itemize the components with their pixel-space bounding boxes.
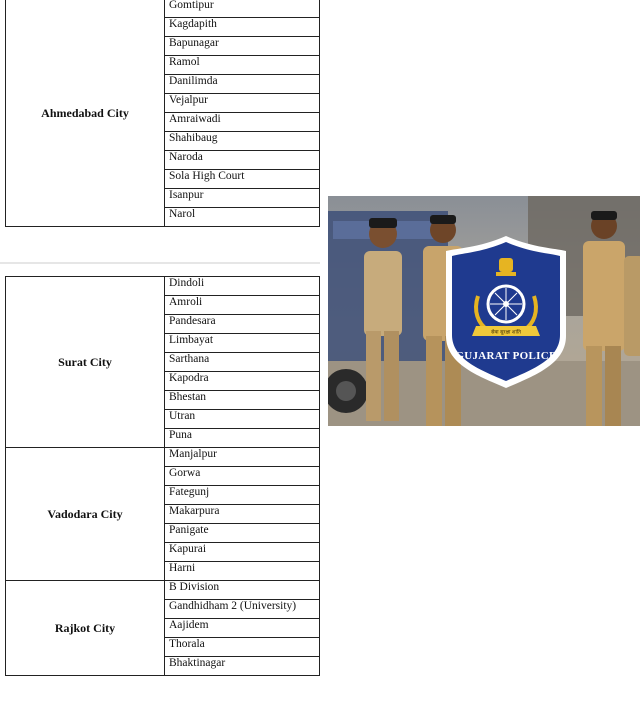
gujarat-police-photo [328, 196, 640, 426]
police-station-name: Pandesara [165, 315, 320, 334]
table-row [6, 581, 320, 600]
police-station-name: Naroda [165, 151, 320, 170]
police-station-name: Makarpura [165, 505, 320, 524]
police-station-name: Gomtipur [165, 0, 320, 18]
police-station-name: B Division [165, 581, 320, 600]
police-station-table-ahmedabad [5, 0, 320, 227]
police-station-name: Shahibaug [165, 132, 320, 151]
police-station-name: Amraiwadi [165, 113, 320, 132]
police-station-name: Kapodra [165, 372, 320, 391]
badge-motto: सेवा सुरक्षा शांति [491, 329, 521, 336]
police-station-name: Fategunj [165, 486, 320, 505]
police-station-name: Gorwa [165, 467, 320, 486]
police-station-name: Dindoli [165, 277, 320, 296]
police-station-name: Thorala [165, 638, 320, 657]
police-station-name: Isanpur [165, 189, 320, 208]
police-station-name: Panigate [165, 524, 320, 543]
police-station-name: Sarthana [165, 353, 320, 372]
police-station-name: Manjalpur [165, 448, 320, 467]
city-name: Vadodara City [6, 448, 165, 581]
police-station-name: Limbayat [165, 334, 320, 353]
police-station-name: Bapunagar [165, 37, 320, 56]
police-station-name: Ramol [165, 56, 320, 75]
police-station-name: Bhaktinagar [165, 657, 320, 676]
police-station-name: Danilimda [165, 75, 320, 94]
police-station-name: Sola High Court [165, 170, 320, 189]
table-row [6, 0, 320, 18]
police-station-name: Gandhidham 2 (University) [165, 600, 320, 619]
city-name: Rajkot City [6, 581, 165, 676]
section-divider [0, 262, 320, 264]
police-station-name: Utran [165, 410, 320, 429]
police-station-name: Puna [165, 429, 320, 448]
police-station-name: Narol [165, 208, 320, 227]
police-station-name: Bhestan [165, 391, 320, 410]
badge-title: GUJARAT POLICE [455, 350, 557, 362]
police-station-name: Aajidem [165, 619, 320, 638]
police-station-name: Harni [165, 562, 320, 581]
police-station-name: Amroli [165, 296, 320, 315]
table-row [6, 277, 320, 296]
police-station-name: Vejalpur [165, 94, 320, 113]
city-name: Ahmedabad City [6, 0, 165, 227]
photo-scene [328, 196, 640, 426]
police-station-name: Kagdapith [165, 18, 320, 37]
table-row [6, 448, 320, 467]
police-station-table-surat-vadodara-rajkot [5, 276, 320, 676]
gujarat-police-badge [446, 236, 566, 388]
city-name: Surat City [6, 277, 165, 448]
police-station-name: Kapurai [165, 543, 320, 562]
